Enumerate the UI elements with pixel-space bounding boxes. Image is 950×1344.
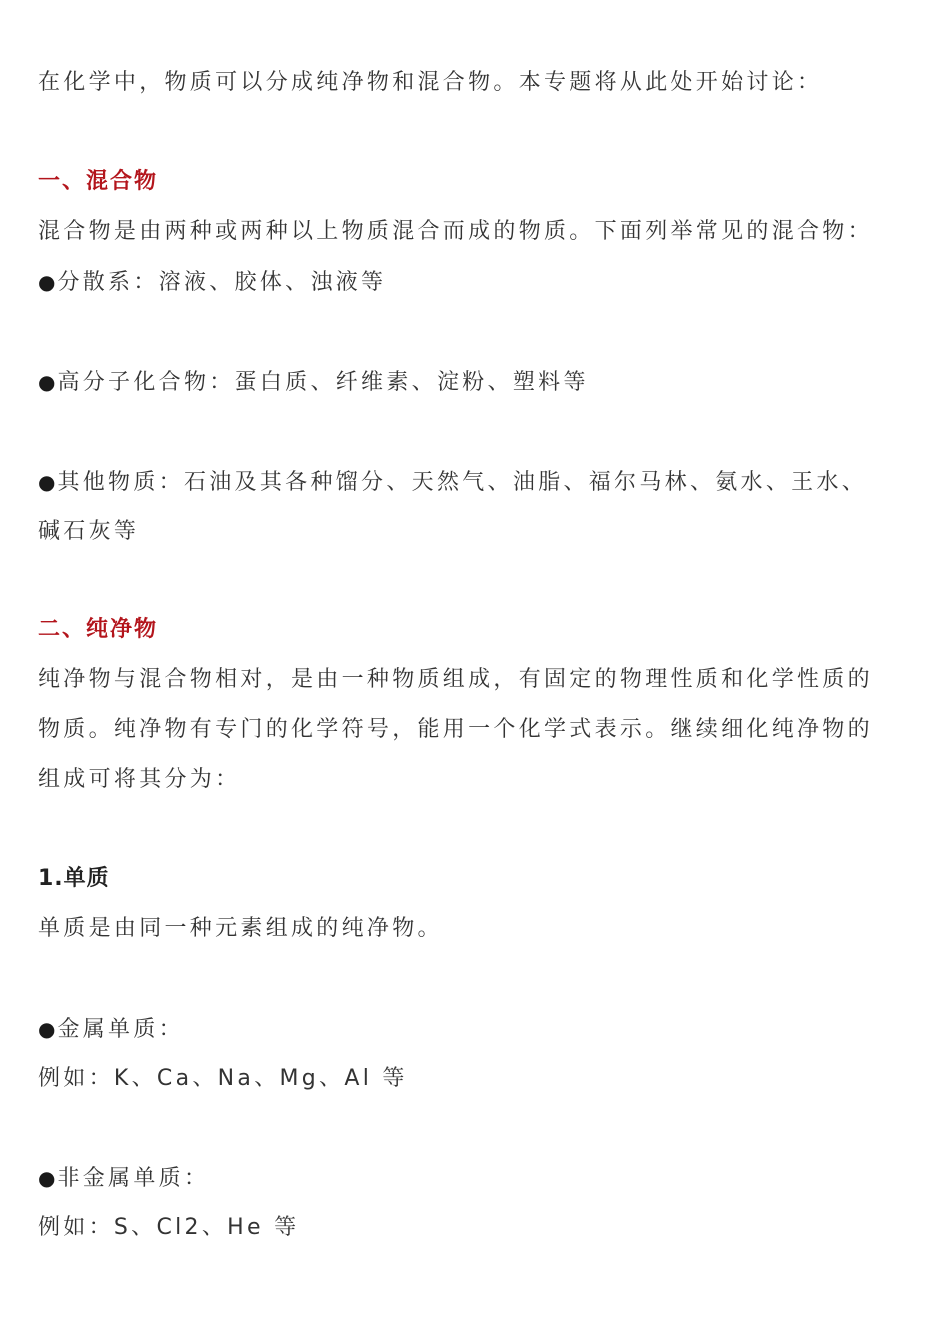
bullet-icon: ● xyxy=(38,1017,56,1041)
nonmetal-elements-example: 例如：S、Cl2、He 等 xyxy=(38,1215,300,1240)
list-item-other-substances xyxy=(38,467,867,497)
list-item-nonmetal-elements xyxy=(38,1163,209,1193)
bullet-icon: ● xyxy=(38,370,56,394)
subheading-elements: 1.单质 xyxy=(38,866,110,891)
intro-paragraph: 在化学中，物质可以分成纯净物和混合物。本专题将从此处开始讨论： xyxy=(38,70,823,95)
section-heading-pure-substances: 二、纯净物 xyxy=(38,617,159,642)
list-item-text: 分散系：溶液、胶体、浊液等 xyxy=(57,270,387,295)
mixtures-definition: 混合物是由两种或两种以上物质混合而成的物质。下面列举常见的混合物： xyxy=(38,219,873,244)
list-item-polymers xyxy=(38,367,589,397)
list-item-text: 其他物质：石油及其各种馏分、天然气、油脂、福尔马林、氨水、王水、 xyxy=(57,470,868,495)
pure-substance-paragraph-line-2: 物质。纯净物有专门的化学符号，能用一个化学式表示。继续细化纯净物的 xyxy=(38,717,873,742)
section-heading-mixtures: 一、混合物 xyxy=(38,169,159,194)
list-item-other-substances-continued: 碱石灰等 xyxy=(38,519,140,544)
list-item-text: 非金属单质： xyxy=(57,1166,210,1191)
list-item-metal-elements xyxy=(38,1014,184,1044)
list-item-text: 金属单质： xyxy=(57,1017,184,1042)
list-item-dispersion-systems xyxy=(38,267,386,297)
bullet-icon: ● xyxy=(38,270,56,294)
pure-substance-paragraph-line-3: 组成可将其分为： xyxy=(38,767,241,792)
bullet-icon: ● xyxy=(38,470,56,494)
bullet-icon: ● xyxy=(38,1166,56,1190)
metal-elements-example: 例如：K、Ca、Na、Mg、Al 等 xyxy=(38,1066,408,1091)
list-item-text: 高分子化合物：蛋白质、纤维素、淀粉、塑料等 xyxy=(57,370,589,395)
pure-substance-paragraph-line-1: 纯净物与混合物相对，是由一种物质组成，有固定的物理性质和化学性质的 xyxy=(38,667,873,692)
elements-definition: 单质是由同一种元素组成的纯净物。 xyxy=(38,916,443,941)
